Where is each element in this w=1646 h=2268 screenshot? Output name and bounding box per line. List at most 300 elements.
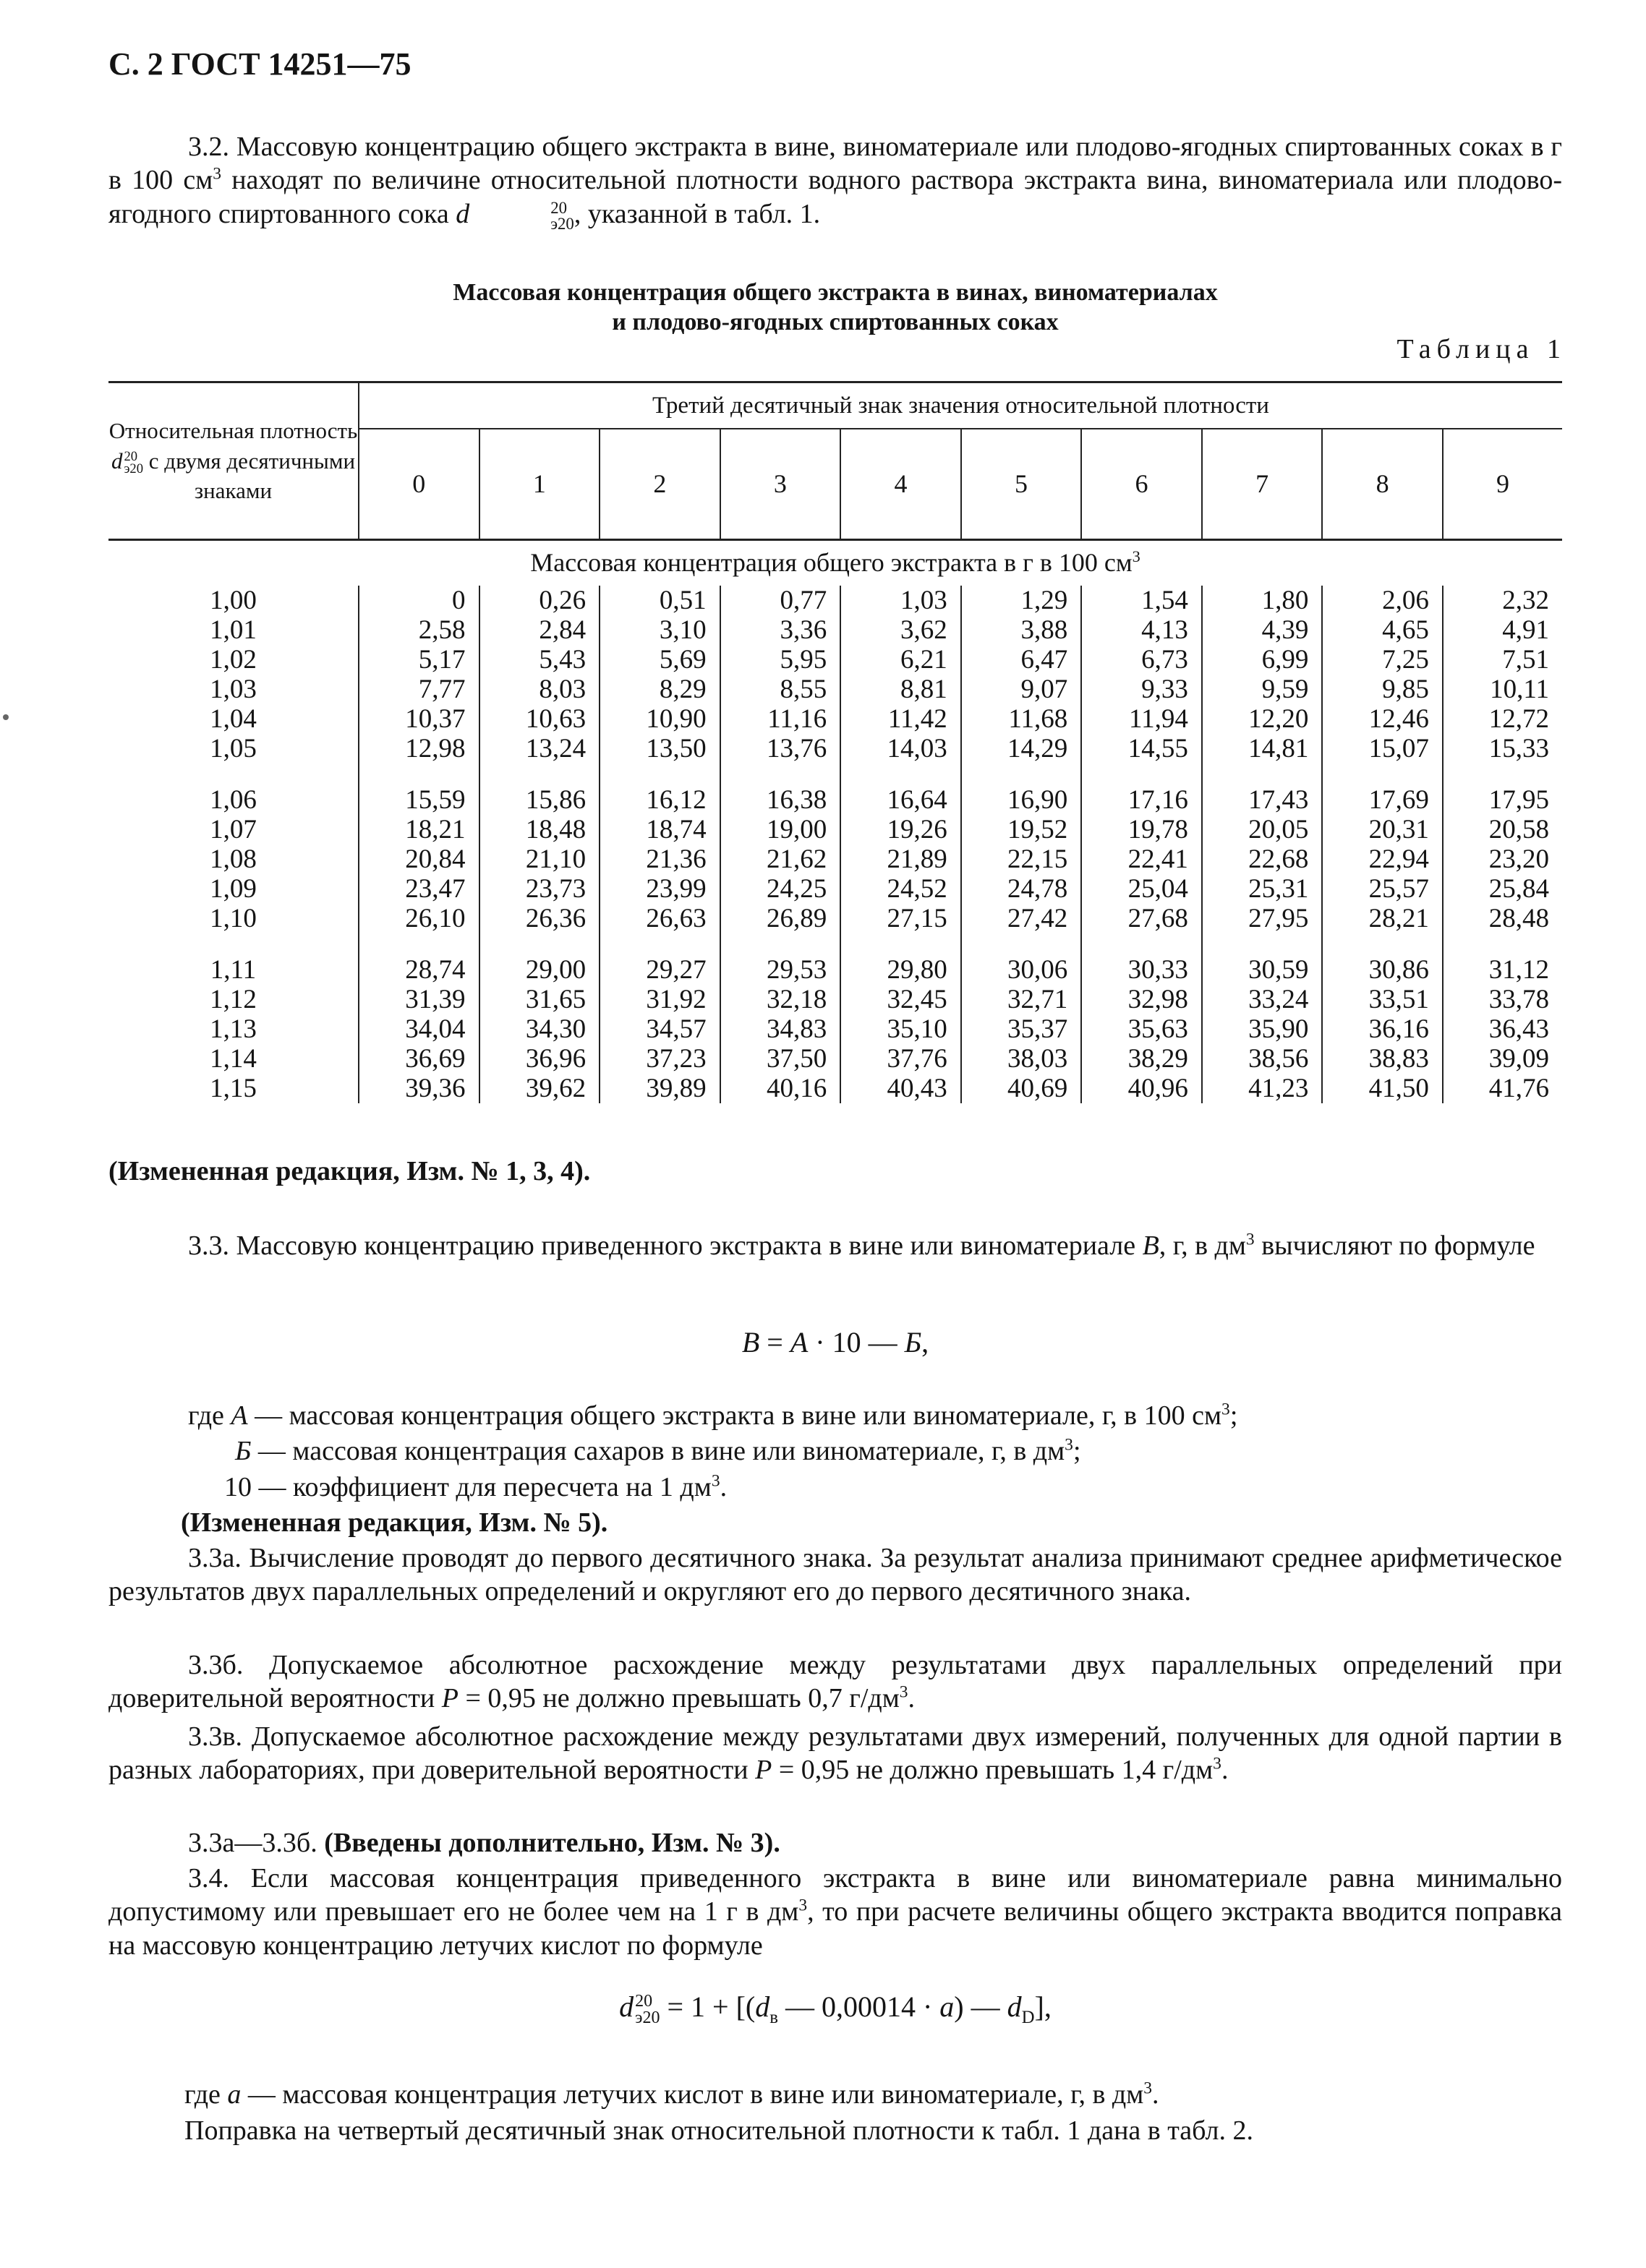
value-cell: 34,04 [359,1014,479,1044]
value-cell: 41,50 [1322,1074,1443,1103]
value-cell: 38,29 [1081,1044,1202,1074]
spacer-cell [961,933,1082,955]
amendment-note-1: (Измененная редакция, Изм. № 1, 3, 4). [108,1156,591,1186]
value-cell: 25,84 [1488,874,1549,904]
value-cell: 25,57 [1322,874,1443,904]
value-cell: 11,16 [720,704,841,734]
density-cell: 1,04 [108,704,359,734]
value-cell: 32,71 [961,985,1082,1014]
last-line: Поправка на четвертый десятичный знак относительной плотности к табл. 1 дана в табл. 2. [184,2115,1254,2146]
header-text: Относительная плотность [108,417,358,443]
digit-header: 9 [1443,429,1562,539]
formula-var: d [755,1990,770,2023]
group-spacer [108,933,1562,955]
value-cell: 29,27 [600,955,720,985]
value-cell: 21,10 [479,844,600,874]
text: 10 — коэффициент для пересчета на 1 дм [224,1472,712,1502]
spacer-cell [1202,763,1323,785]
value-cell: 31,12 [1488,955,1549,985]
value-cell: 20,84 [359,844,479,874]
table-row [108,704,1562,734]
value-cell: 25,31 [1202,874,1323,904]
value-cell: 12,20 [1202,704,1323,734]
where-2 [184,2078,1562,2111]
table-row [108,615,1562,645]
value-cell: 33,78 [1488,985,1549,1014]
value-cell: 22,15 [961,844,1082,874]
value-cell: 11,42 [840,704,961,734]
text: вычисляют по формуле [1254,1231,1535,1261]
density-cell: 1,05 [108,734,359,763]
caption-line: и плодово-ягодных спиртованных соках [612,308,1059,335]
value-cell: 8,81 [840,675,961,704]
value-cell: 19,26 [840,815,961,844]
text: = 0,95 не должно превышать 0,7 г/дм [458,1683,900,1714]
value-cell: 38,83 [1322,1044,1443,1074]
value-cell: 5,69 [600,645,720,675]
value-cell: 3,10 [600,615,720,645]
value-cell: 7,77 [359,675,479,704]
value-cell: 28,48 [1488,904,1549,933]
value-cell: 37,50 [720,1044,841,1074]
value-cell: 7,25 [1322,645,1443,675]
digit-header: 7 [1202,429,1323,539]
value-cell: 25,04 [1081,874,1202,904]
value-cell: 20,58 [1488,815,1549,844]
group-spacer [108,763,1562,785]
value-cell: 41,76 [1488,1074,1549,1103]
value-cell: 14,55 [1081,734,1202,763]
value-cell: 4,91 [1502,615,1549,645]
table-row [108,874,1562,904]
value-cell: 32,45 [840,985,961,1014]
value-cell: 14,81 [1202,734,1323,763]
index [471,200,574,231]
table-row [108,586,1562,615]
value-cell: 40,96 [1081,1074,1202,1103]
amendment-note-3 [188,1826,1562,1860]
scan-speck [3,714,9,720]
spacer-cell [600,933,720,955]
value-cell: 24,78 [961,874,1082,904]
value-cell: 31,92 [600,985,720,1014]
table-caption [108,278,1562,338]
value-cell: 9,85 [1322,675,1443,704]
table-row [108,815,1562,844]
value-cell: 22,41 [1081,844,1202,874]
density-cell: 1,08 [108,844,359,874]
value-cell: 40,69 [961,1074,1082,1103]
density-cell: 1,14 [108,1044,359,1074]
value-cell: 14,03 [840,734,961,763]
value-cell: 32,98 [1081,985,1202,1014]
value-cell: 21,62 [720,844,841,874]
spacer-cell [1443,763,1562,785]
table-row [108,985,1562,1014]
extract-table [108,381,1562,1103]
text: ; [1229,1400,1238,1431]
density-cell: 1,06 [108,785,359,815]
value-cell: 27,68 [1081,904,1202,933]
paragraph-3-4 [108,1862,1562,1962]
superscript: 3 [1213,1754,1221,1773]
value-cell: 31,65 [479,985,600,1014]
value-cell: 35,37 [961,1014,1082,1044]
value-cell: 1,03 [840,586,961,615]
spacer-cell [720,933,841,955]
density-cell: 1,07 [108,815,359,844]
table-row [108,904,1562,933]
value-cell: 35,10 [840,1014,961,1044]
digit-header: 3 [720,429,841,539]
value-cell: 17,95 [1488,785,1549,815]
value-cell: 33,24 [1202,985,1323,1014]
spacer-cell [108,933,359,955]
table-subheader-row [108,540,1562,586]
value-cell: 30,33 [1081,955,1202,985]
value-cell: 9,07 [961,675,1082,704]
index-sub: э20 [124,461,144,477]
digit-header: 6 [1081,429,1202,539]
value-cell: 23,99 [600,874,720,904]
value-cell: 39,62 [479,1074,600,1103]
value-cell: 30,86 [1322,955,1443,985]
formula-var: Б [904,1326,922,1358]
formula-index [635,1993,660,2027]
text: , то при расчете величины общего экстракта вводится поправка на массовую концентрацию летучих кислот по формуле [108,1896,1562,1961]
density-cell: 1,15 [108,1074,359,1103]
variable: В [1142,1231,1159,1261]
value-cell: 29,53 [720,955,841,985]
text: — массовая концентрация сахаров в вине или виноматериале, г, в дм [251,1436,1065,1466]
value-cell: 11,94 [1081,704,1202,734]
value-cell: 24,25 [720,874,841,904]
paragraph-3-2 [108,130,1562,232]
page-header: С. 2 ГОСТ 14251—75 [108,46,412,82]
density-cell: 1,02 [108,645,359,675]
index-sup: 20 [124,448,138,464]
table-row [108,955,1562,985]
formula-var: а [939,1990,955,2023]
text: — массовая концентрация летучих кислот в вине или виноматериале, г, в дм [241,2079,1144,2110]
value-cell: 41,23 [1202,1074,1323,1103]
superscript: 3 [899,1682,908,1702]
value-cell: 5,17 [359,645,479,675]
text: 3.3а—3.3б. [188,1828,325,1858]
value-cell: 1,29 [961,586,1082,615]
text: — массовая концентрация общего экстракта в вине или виноматериале, г, в 100 см [247,1400,1222,1431]
text: , г, в дм [1159,1231,1246,1261]
variable: Р [755,1755,772,1786]
paragraph-3-3v [108,1720,1562,1787]
text: . [908,1683,916,1714]
formula-op: = 1 + [( [660,1990,756,2023]
value-cell: 26,63 [600,904,720,933]
value-cell: 34,30 [479,1014,600,1044]
value-cell: 15,59 [359,785,479,815]
value-cell: 8,29 [600,675,720,704]
text: 3.3в. Допускаемое абсолютное расхождение между результатами двух измерений, полученных для одной партии в разных лабораториях, при доверительной вероятности [108,1721,1562,1786]
text: где [184,2079,228,2110]
value-cell: 4,13 [1081,615,1202,645]
value-cell: 37,23 [600,1044,720,1074]
value-cell: 13,76 [720,734,841,763]
superscript: 3 [1221,1400,1230,1419]
formula-var: d [619,1990,634,2023]
value-cell: 37,76 [840,1044,961,1074]
spacer-cell [1322,933,1443,955]
text: 3.2. Массовую концентрацию общего экстракта в вине, виноматериале или плодово-ягодных спиртованных соках в г в 100 см [108,132,1562,196]
value-cell: 0 [359,586,479,615]
subheader-text: Массовая концентрация общего экстракта в г в 100 см [530,548,1133,578]
superscript: 3 [798,1896,808,1915]
formula-op: , [921,1326,929,1358]
value-cell: 18,21 [359,815,479,844]
value-cell: 6,47 [961,645,1082,675]
spacer-cell [1322,763,1443,785]
value-cell: 38,56 [1202,1044,1323,1074]
value-cell: 21,36 [600,844,720,874]
value-cell: 3,62 [840,615,961,645]
text: ; [1073,1436,1081,1466]
value-cell: 19,52 [961,815,1082,844]
index-sub: э20 [550,215,574,233]
table-body [108,540,1562,1104]
value-cell: 2,32 [1502,586,1549,615]
value-cell: 8,55 [720,675,841,704]
digit-header: 8 [1322,429,1443,539]
spacer-cell [359,933,479,955]
value-cell: 22,94 [1322,844,1443,874]
value-cell: 27,42 [961,904,1082,933]
spacer-cell [1081,763,1202,785]
density-cell: 1,01 [108,615,359,645]
value-cell: 36,16 [1322,1014,1443,1044]
text: находят по величине относительной плотности водного раствора экстракта вина, виноматериала или плодово-ягодного спиртованного сока [108,165,1563,229]
value-cell: 29,80 [840,955,961,985]
value-cell: 20,05 [1202,815,1323,844]
text: 3.3. Массовую концентрацию приведенного экстракта в вине или виноматериале [188,1231,1143,1261]
density-cell: 1,03 [108,675,359,704]
header-third-digit: Третий десятичный знак значения относительной плотности [359,382,1562,429]
value-cell: 8,03 [479,675,600,704]
spacer-cell [359,763,479,785]
header-text: с двумя десятичными знаками [143,448,356,504]
table-row [108,734,1562,763]
header-index [124,450,143,476]
value-cell: 10,63 [479,704,600,734]
value-cell: 16,12 [600,785,720,815]
value-cell: 28,74 [359,955,479,985]
value-cell: 21,89 [840,844,961,874]
digit-header: 4 [840,429,961,539]
value-cell: 10,11 [1490,675,1549,704]
table-row [108,844,1562,874]
table-label: Таблица 1 [1396,334,1566,364]
value-cell: 1,54 [1081,586,1202,615]
table-row [108,785,1562,815]
table-row [108,645,1562,675]
value-cell: 36,43 [1488,1014,1549,1044]
table-row [108,1074,1562,1103]
value-cell: 9,33 [1081,675,1202,704]
formula-op: — 0,00014 · [777,1990,940,2023]
value-cell: 3,36 [720,615,841,645]
text: . [1221,1755,1229,1786]
index-sub: э20 [635,2008,660,2027]
value-cell: 9,59 [1202,675,1323,704]
superscript: 3 [1143,2079,1153,2098]
value-cell: 10,37 [359,704,479,734]
text: , указанной в табл. 1. [573,198,821,229]
value-cell: 10,90 [600,704,720,734]
spacer-cell [961,763,1082,785]
table-row [108,675,1562,704]
value-cell: 4,65 [1322,615,1443,645]
spacer-cell [479,763,600,785]
paragraph-3-3a: 3.3а. Вычисление проводят до первого десятичного знака. За результат анализа принимают среднее арифметическое результатов двух параллельных определений и округляют его до первого десятичного знака. [108,1543,1562,1607]
value-cell: 3,88 [961,615,1082,645]
formula-b [108,1325,1562,1361]
text: = 0,95 не должно превышать 1,4 г/дм [772,1755,1214,1786]
density-cell: 1,09 [108,874,359,904]
value-cell: 19,00 [720,815,841,844]
value-cell: 39,09 [1488,1044,1549,1074]
value-cell: 2,84 [479,615,600,645]
formula-var: А [790,1326,809,1358]
bold-text: (Введены дополнительно, Изм. № 3). [324,1828,780,1858]
value-cell: 7,51 [1502,645,1549,675]
value-cell: 0,77 [720,586,841,615]
value-cell: 29,00 [479,955,600,985]
spacer-cell [108,763,359,785]
value-cell: 15,86 [479,785,600,815]
value-cell: 13,24 [479,734,600,763]
density-cell: 1,13 [108,1014,359,1044]
value-cell: 11,68 [961,704,1082,734]
value-cell: 5,43 [479,645,600,675]
spacer-cell [479,933,600,955]
formula-op: = [759,1326,790,1358]
value-cell: 36,69 [359,1044,479,1074]
value-cell: 34,57 [600,1014,720,1044]
variable: Р [441,1683,459,1714]
value-cell: 16,64 [840,785,961,815]
superscript: 3 [1065,1435,1073,1455]
superscript: 3 [711,1471,720,1491]
value-cell: 12,72 [1488,704,1549,734]
density-cell: 1,00 [108,586,359,615]
value-cell: 23,47 [359,874,479,904]
value-cell: 6,99 [1202,645,1323,675]
value-cell: 16,38 [720,785,841,815]
value-cell: 26,10 [359,904,479,933]
value-cell: 15,07 [1322,734,1443,763]
value-cell: 6,73 [1081,645,1202,675]
spacer-cell [720,763,841,785]
value-cell: 0,51 [600,586,720,615]
value-cell: 18,48 [479,815,600,844]
value-cell: 26,36 [479,904,600,933]
variable: А [231,1400,248,1431]
spacer-cell [1081,933,1202,955]
digit-header: 1 [479,429,600,539]
spacer-cell [840,763,961,785]
value-cell: 30,06 [961,955,1082,985]
value-cell: 15,33 [1488,734,1549,763]
text: где [188,1400,231,1431]
value-cell: 40,16 [720,1074,841,1103]
value-cell: 34,83 [720,1014,841,1044]
index-sup: 20 [635,1992,653,2011]
paragraph-3-3 [108,1229,1562,1262]
header-density [108,382,359,540]
value-cell: 27,95 [1202,904,1323,933]
spacer-cell [840,933,961,955]
formula-op: ], [1034,1990,1052,2023]
digit-header: 0 [359,429,479,539]
value-cell: 12,46 [1322,704,1443,734]
value-cell: 12,98 [359,734,479,763]
value-cell: 38,03 [961,1044,1082,1074]
where-line-2 [235,1434,1562,1468]
table-row [108,1014,1562,1044]
variable: а [227,2079,242,2110]
text: 3.4. Если массовая концентрация приведенного экстракта в вине или виноматериале равна минимально допустимому или превышает его не более чем на 1 г в дм [108,1863,1562,1927]
value-cell: 23,73 [479,874,600,904]
value-cell: 30,59 [1202,955,1323,985]
amendment-note-2: (Измененная редакция, Изм. № 5). [181,1507,608,1538]
value-cell: 24,52 [840,874,961,904]
value-cell: 35,63 [1081,1014,1202,1044]
density-cell: 1,11 [108,955,359,985]
text: . [1152,2079,1159,2110]
value-cell: 39,89 [600,1074,720,1103]
value-cell: 40,43 [840,1074,961,1103]
value-cell: 20,31 [1322,815,1443,844]
value-cell: 17,43 [1202,785,1323,815]
value-cell: 5,95 [720,645,841,675]
index-sup: 20 [550,199,568,218]
value-cell: 36,96 [479,1044,600,1074]
value-cell: 2,06 [1322,586,1443,615]
text: . [720,1472,728,1502]
subscript: D [1021,2008,1035,2027]
value-cell: 16,90 [961,785,1082,815]
symbol: d [456,198,470,229]
value-cell: 1,80 [1202,586,1323,615]
formula-var: d [1007,1990,1022,2023]
value-cell: 27,15 [840,904,961,933]
superscript: 3 [1245,1230,1255,1249]
value-cell: 28,21 [1322,904,1443,933]
header-symbol: d [111,448,123,474]
value-cell: 39,36 [359,1074,479,1103]
formula-op: ) — [954,1990,1007,2023]
density-cell: 1,10 [108,904,359,933]
value-cell: 23,20 [1488,844,1549,874]
value-cell: 0,26 [479,586,600,615]
value-cell: 19,78 [1081,815,1202,844]
value-cell: 13,50 [600,734,720,763]
value-cell: 6,21 [840,645,961,675]
value-cell: 4,39 [1202,615,1323,645]
value-cell: 22,68 [1202,844,1323,874]
value-cell: 31,39 [359,985,479,1014]
digit-header: 5 [961,429,1082,539]
text: 3.3б. Допускаемое абсолютное расхождение между результатами двух параллельных определений при доверительной вероятности [108,1650,1562,1714]
superscript: 3 [213,164,222,184]
